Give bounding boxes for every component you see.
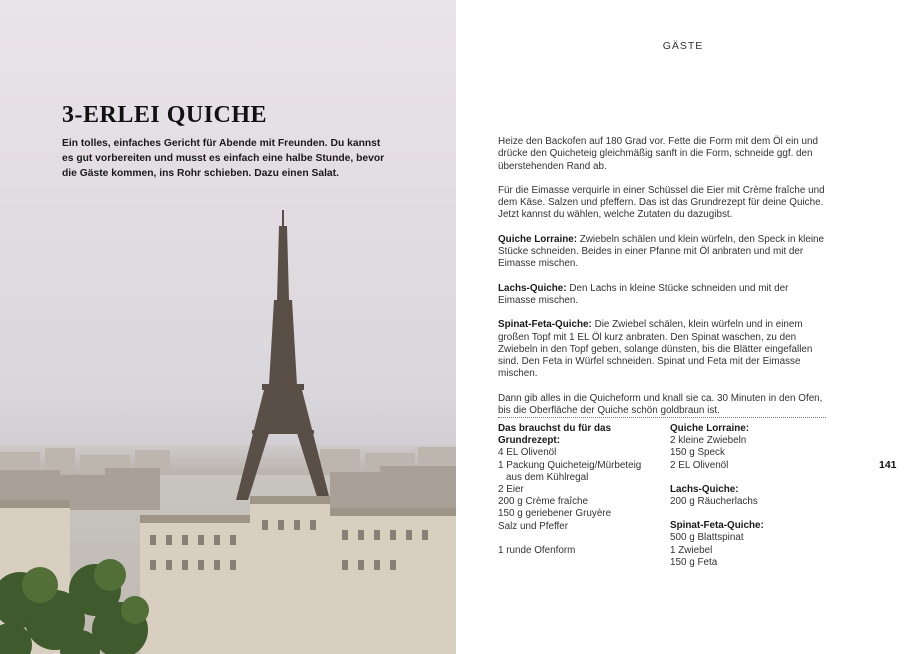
ingredient-line: 500 g Blattspinat xyxy=(670,532,744,544)
lachs-heading: Lachs-Quiche: xyxy=(670,483,739,495)
instruction-paragraph: Quiche Lorraine: Zwiebeln schälen und klein würfeln, den Speck in kleine Stücke schneiden. Beides in einer Pfanne mit Öl anbraten und mit der Eimasse mischen. xyxy=(498,233,825,270)
text-page xyxy=(456,0,910,654)
ingredient-line: 4 EL Olivenöl xyxy=(498,447,557,459)
ingredient-line: 1 Zwiebel xyxy=(670,544,713,556)
ingredient-line: 2 Eier xyxy=(498,484,524,496)
base-ingredients-heading: Das brauchst du für das Grundrezept: xyxy=(498,423,612,447)
ingredient-line: 2 kleine Zwiebeln xyxy=(670,435,747,447)
page-number: 141 xyxy=(879,459,897,471)
ingredient-line: 200 g Crème fraîche xyxy=(498,496,589,508)
recipe-intro: Ein tolles, einfaches Gericht für Abende mit Freunden. Du kannst es gut vorbereiten und musst es einfach eine halbe Stunde, bevor die Gäste kommen, ins Rohr schieben. Dazu einen Salat. xyxy=(62,138,385,179)
variant-ingredients-column xyxy=(670,423,830,569)
ingredient-line: 150 g Speck xyxy=(670,447,725,459)
ingredient-line: 150 g geriebener Gruyère xyxy=(498,508,612,520)
spinat-heading: Spinat-Feta-Quiche: xyxy=(670,520,764,532)
dotted-divider xyxy=(498,417,826,418)
instruction-paragraph: Spinat-Feta-Quiche: Die Zwiebel schälen, klein würfeln und in einem großen Topf mit 1 EL Öl kurz anbraten. Den Spinat waschen, zu den Zwiebeln in den Topf geben, solange dünsten, bis die Blätter eingefallen sind. Den Feta in Würfel schneiden. Spinat und Feta mit der Eimasse mischen. xyxy=(498,319,813,380)
base-ingredients-column xyxy=(498,423,668,557)
recipe-title: 3-ERLEI QUICHE xyxy=(62,102,268,128)
instruction-paragraph: Dann gib alles in die Quicheform und knall sie ca. 30 Minuten in den Ofen, bis die Oberfläche der Quiche schön goldbraun ist. xyxy=(498,392,823,417)
instructions xyxy=(498,136,828,429)
equipment-line: 1 runde Ofenform xyxy=(498,544,576,556)
ingredient-line: Salz und Pfeffer xyxy=(498,520,569,532)
ingredient-line: 200 g Räucherlachs xyxy=(670,496,758,508)
ingredient-line: 150 g Feta xyxy=(670,556,718,568)
instruction-paragraph: Lachs-Quiche: Den Lachs in kleine Stücke schneiden und mit der Eimasse mischen. xyxy=(498,282,789,306)
ingredient-line: aus dem Kühlregal xyxy=(506,471,589,483)
instruction-paragraph: Für die Eimasse verquirle in einer Schüssel die Eier mit Crème fraîche und dem Käse. Salzen und pfeffern. Das ist das Grundrezept für deine Quiche. Jetzt kannst du wählen, welche Zutaten du dazugibst. xyxy=(498,184,825,221)
ingredient-line: 2 EL Olivenöl xyxy=(670,459,729,471)
ingredient-line: 1 Packung Quicheteig/Mürbeteig xyxy=(498,459,642,471)
instruction-paragraph: Heize den Backofen auf 180 Grad vor. Fette die Form mit dem Öl ein und drücke den Quicheteig gleichmäßig sanft in die Form, schneide ggf. den überstehenden Rand ab. xyxy=(498,136,819,172)
running-head: GÄSTE xyxy=(662,40,704,52)
lorraine-heading: Quiche Lorraine: xyxy=(670,423,750,434)
